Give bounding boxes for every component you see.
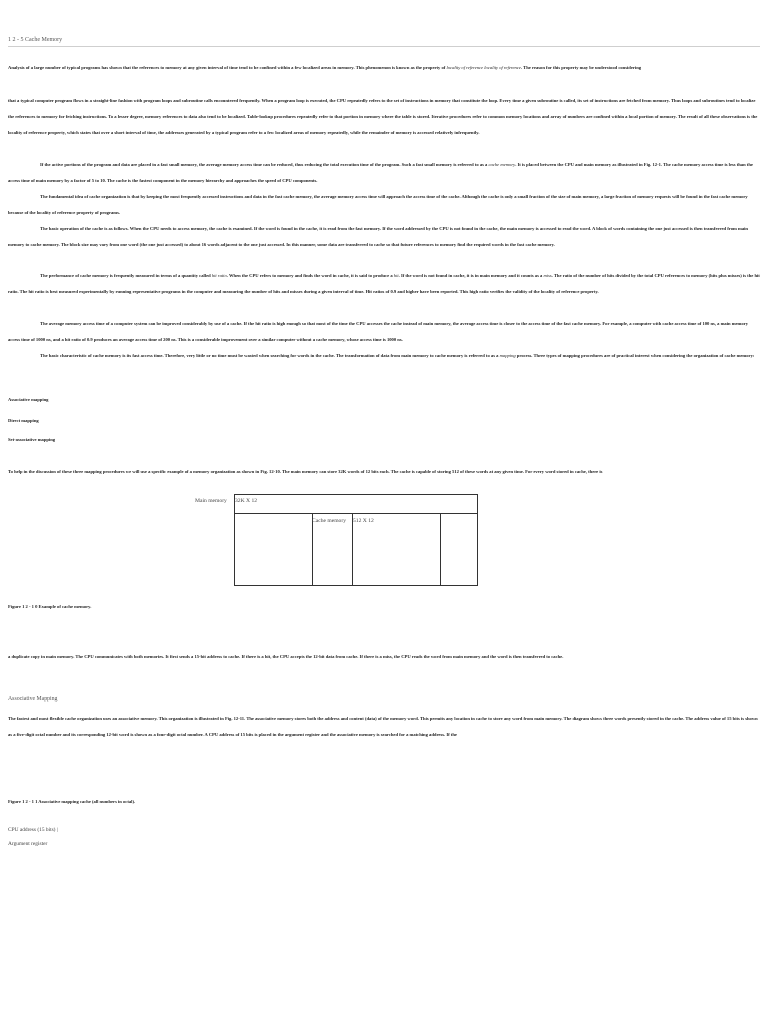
cache-right-border bbox=[440, 513, 441, 586]
main-memory-label: Main memory bbox=[195, 498, 227, 504]
paragraph-memory-example: To help in the discussion of these three mapping procedures we will use a specific example of a memory organization as shown in Fig. 12-10. The main memory can store 32K words of 12 bits each. The cache is capable of storing 512 of these words at any given time. For every word stored in cache, there is bbox=[8, 469, 603, 474]
paragraph-cache-intro: If the active portions of the program and data are placed in a fast small memory, the average memory access time can be reduced, thus reducing the total execution time of the program. Such a fast small memory is referred to as a cache memory. It is placed between the CPU and main memory as illustrated in Fig. 12-1. The cache memory access time is less than the access time of main memory by a factor of 5 to 10. The cache is the fastest component in the memory hierarchy and approaches the speed of CPU components. bbox=[8, 162, 753, 184]
paragraph-hit-ratio: The performance of cache memory is frequently measured in terms of a quantity called hit ratio. When the CPU refers to memory and finds the word in cache, it is said to produce a hit. If the word is not found in cache, it is in main memory and it counts as a miss. The ratio of the number of hits divided by the total CPU references to memory (hits plus misses) is the hit ratio. The hit ratio is best measured experimentally by running representative programs in the computer and measuring the number of hits and misses during a given interval of time. Hit ratios of 0.9 and higher have been reported. This high ratio verifies the validity of the locality of reference property. bbox=[8, 273, 760, 295]
paragraph-mapping: The basic characteristic of cache memory is its fast access time. Therefore, very little or no time must be wasted when searching for words in the cache. The transformation of data from main memory to cache memory is referred to as a mapping process. Three types of mapping procedures are of practical interest when considering the organization of cache memory: bbox=[40, 353, 755, 358]
argument-register-label: Argument register bbox=[8, 841, 48, 847]
figure-11-caption: Figure 1 2 - 1 1 Associative mapping cache (all numbers in octal). bbox=[8, 799, 136, 804]
cache-inner-border bbox=[352, 513, 353, 586]
cache-memory-label: Cache memory bbox=[312, 518, 347, 524]
cpu-address-label: CPU address (15 bits) | bbox=[8, 827, 58, 833]
main-memory-box bbox=[234, 494, 478, 586]
paragraph-access-time: The average memory access time of a computer system can be improved considerably by use of a cache. If the hit ratio is high enough so that most of the time the CPU accesses the cache instead of main memory, the average access time is closer to the access time of the fast cache memory. For example, a computer with cache access time of 100 ns, a main memory access time of 1000 ns, and a hit ratio of 0.9 produces an average access time of 200 ns. This is a considerable improvement over a similar computer without a cache memory, whose access time is 1000 ns. bbox=[8, 321, 749, 343]
cache-left-border bbox=[312, 513, 313, 586]
paragraph-cache-operation: The basic operation of the cache is as follows. When the CPU needs to access memory, the cache is examined. If the word is found in the cache, it is read from the fast memory. If the word addressed by the CPU is not found in the cache, the main memory is accessed to read the word. A block of words containing the one just accessed is then transferred from main memory to cache memory. The block size may vary from one word (the one just accessed) to about 16 words adjacent to the one just accessed. In this manner, some data are transferred to cache so that future references to memory find the required words in the fast cache memory. bbox=[8, 226, 748, 248]
paragraph-program-flow: that a typical computer program flows in a straight-line fashion with program loops and subroutine calls encountered frequently. When a program loop is executed, the CPU repeatedly refers to the set of instructions in memory that constitute the loop. Every time a given subroutine is called, its set of instructions are fetched from memory. Thus loops and subroutines tend to localize the references to memory for fetching instructions. To a lesser degree, memory references to data also tend to be localized. Table-lookup procedures repeatedly refer to that portion in memory where the table is stored. Iterative procedures refer to common memory locations and array of numbers are confined within a local portion of memory. The result of all these observations is the locality of reference property, which states that over a short interval of time, the addresses generated by a typical program refer to a few localized areas of memory repeatedly, while the remainder of memory is accessed relatively infrequently. bbox=[8, 98, 758, 136]
section-title-associative-mapping: Associative Mapping bbox=[8, 696, 58, 702]
mapping-type-direct: Direct mapping bbox=[8, 418, 39, 423]
paragraph-associative-mapping: The fastest and most flexible cache organization uses an associative memory. This organization is illustrated in Fig. 12-11. The associative memory stores both the address and content (data) of the memory word. This permits any location in cache to store any word from main memory. The diagram shows three words presently stored in the cache. The address value of 15 bits is shown as a five-digit octal number and its corresponding 12-bit word is shown as a four-digit octal number. A CPU address of 15 bits is placed in the argument register and the associative memory is searched for a matching address. If the bbox=[8, 716, 758, 738]
mapping-type-set-associative: Set-associative mapping bbox=[8, 437, 56, 442]
mapping-type-associative: Associative mapping bbox=[8, 397, 49, 402]
main-memory-divider bbox=[234, 513, 478, 514]
cache-memory-size: 512 X 12 bbox=[353, 518, 374, 524]
paragraph-cache-idea: The fundamental idea of cache organization is that by keeping the most frequently accessed instructions and data in the fast cache memory, the average memory access time will approach the access time of the cache. Although the cache is only a small fraction of the size of main memory, a large fraction of memory requests will be found in the fast cache memory because of the locality of reference property of programs. bbox=[8, 194, 748, 216]
paragraph-cpu-communication: a duplicate copy in main memory. The CPU communicates with both memories. It first sends a 15-bit address to cache. If there is a hit, the CPU accepts the 12-bit data from cache. If there is a miss, the CPU reads the word from main memory and the word is then transferred to cache. bbox=[8, 654, 564, 659]
paragraph-locality: Analysis of a large number of typical programs has shown that the references to memory at any given interval of time tend to be confined within a few localized areas in memory. This phenomenon is known as the property of locality of reference locality of reference. The reason for this property may be understood considering bbox=[8, 65, 642, 70]
main-memory-size: 32K X 12 bbox=[235, 498, 258, 504]
page-header: 1 2 - 5 Cache Memory bbox=[8, 37, 760, 47]
figure-10-caption: Figure 1 2 - 1 0 Example of cache memory. bbox=[8, 604, 92, 609]
cache-memory-figure bbox=[8, 0, 760, 1024]
